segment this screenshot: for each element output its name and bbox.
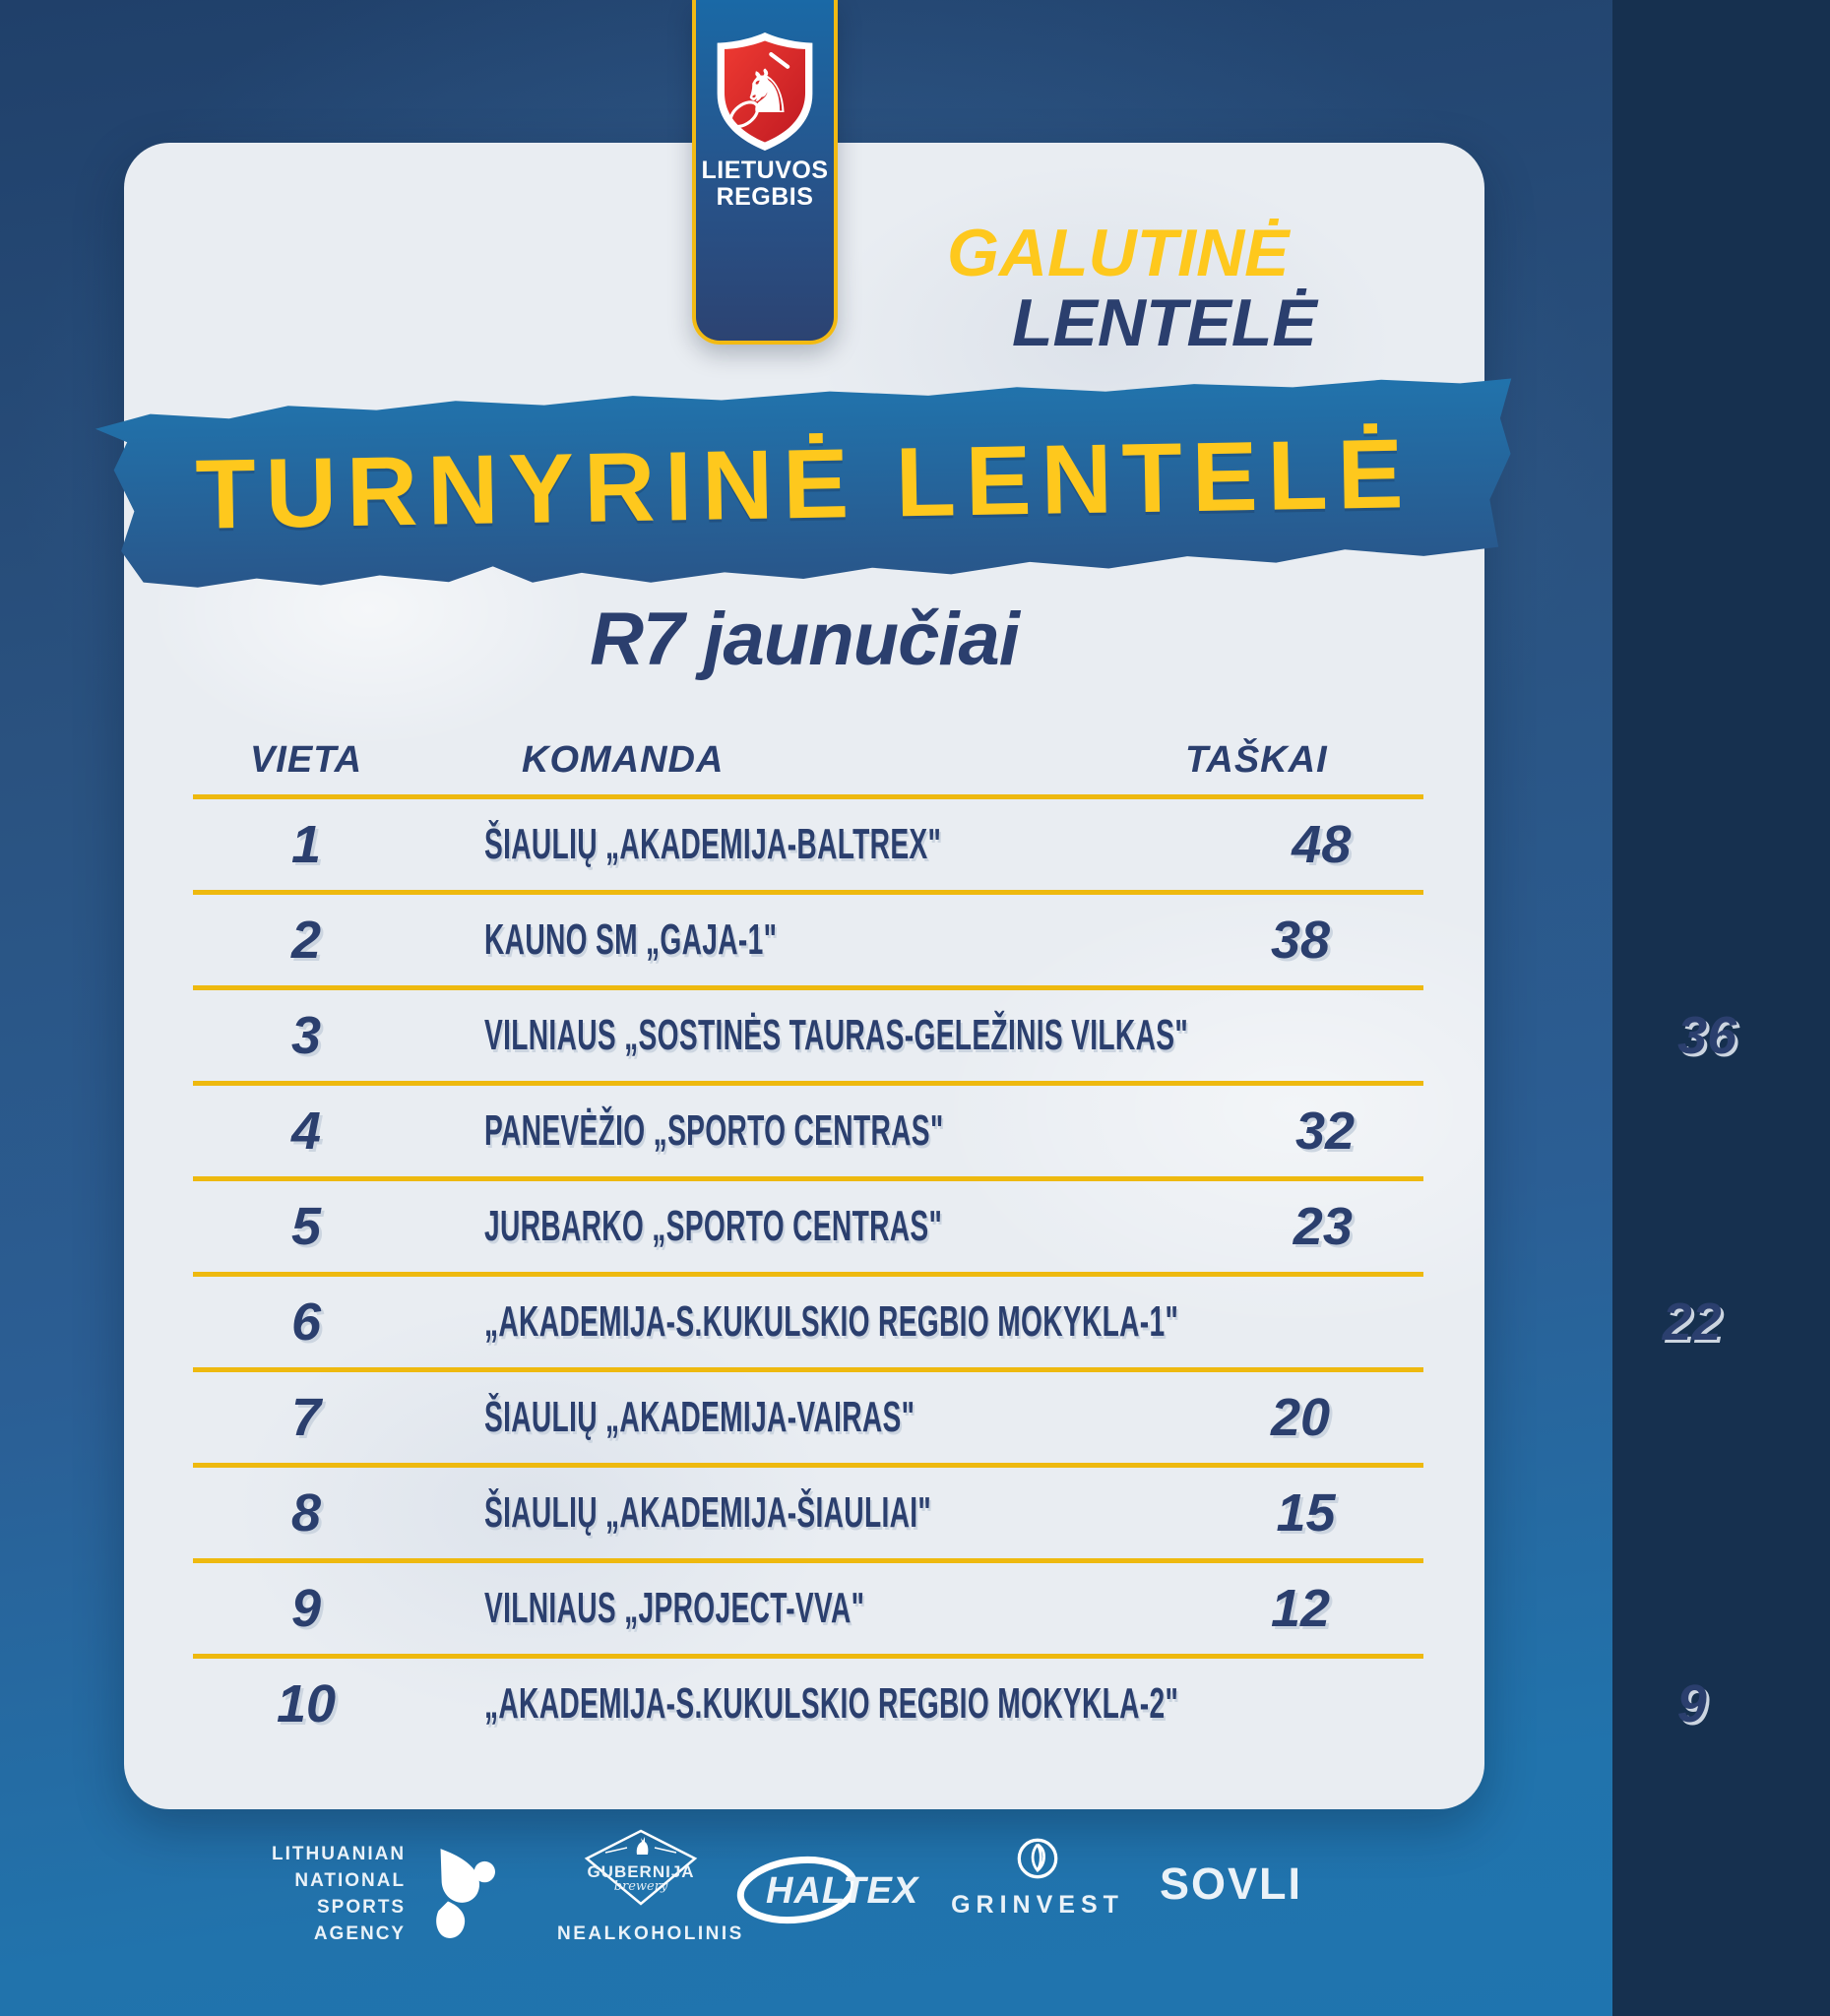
sponsor-footer <box>0 1811 1612 2016</box>
place-cell: 6 <box>290 1292 322 1352</box>
table-row <box>193 794 1423 890</box>
lnsa-line1: LITHUANIAN <box>272 1844 407 1864</box>
place-cell: 1 <box>290 815 322 874</box>
federation-name <box>701 158 828 211</box>
sponsor-lnsa <box>272 1841 496 1947</box>
team-cell <box>419 1393 1177 1442</box>
team-name: „AKADEMIJA-S.KUKULSKIO REGBIO MOKYKLA-2" <box>484 1679 1179 1728</box>
place-cell: 9 <box>290 1579 322 1638</box>
team-cell <box>419 1011 1584 1060</box>
lietuvos-regbis-logo <box>713 32 817 152</box>
tournament-banner <box>81 370 1527 598</box>
team-name: ŠIAULIŲ „AKADEMIJA-ŠIAULIAI" <box>484 1488 932 1537</box>
federation-name-line2: REGBIS <box>716 183 814 211</box>
banner-title: TURNYRINĖ LENTELĖ <box>194 417 1415 550</box>
final-table-title <box>947 216 1410 360</box>
team-name: PANEVĖŽIO „SPORTO CENTRAS" <box>484 1106 944 1155</box>
team-cell <box>419 915 1177 965</box>
standings-table <box>193 725 1737 1749</box>
place-cell: 4 <box>290 1102 322 1161</box>
team-name: VILNIAUS „SOSTINĖS TAURAS-GELEŽINIS VILKAS" <box>484 1011 1188 1059</box>
header-ribbon <box>692 0 838 345</box>
column-header-team: KOMANDA <box>522 738 725 781</box>
table-row <box>193 985 1737 1081</box>
column-header-place: VIETA <box>249 738 363 781</box>
lnsa-wordmark <box>272 1841 406 1947</box>
table-row <box>193 1367 1423 1463</box>
team-cell <box>419 1106 1202 1156</box>
points-cell: 48 <box>1292 815 1352 874</box>
table-row <box>193 1176 1423 1272</box>
gubernija-badge <box>584 1829 698 1906</box>
column-header-points: TAŠKAI <box>1185 738 1328 781</box>
sponsor-haltex <box>740 1855 927 1925</box>
points-cell: 9 <box>1676 1674 1707 1733</box>
knight-icon: ♞ <box>739 58 794 126</box>
points-cell: 36 <box>1677 1006 1737 1065</box>
lnsa-line3: SPORTS <box>316 1897 407 1918</box>
table-header <box>193 725 1423 794</box>
points-cell: 22 <box>1662 1292 1722 1352</box>
points-cell: 12 <box>1270 1579 1331 1638</box>
sovli-wordmark: SOVLI <box>1160 1858 1303 1909</box>
table-row <box>193 890 1423 985</box>
place-cell: 2 <box>290 911 322 970</box>
place-cell: 5 <box>290 1197 322 1256</box>
team-name: „AKADEMIJA-S.KUKULSKIO REGBIO MOKYKLA-1" <box>484 1297 1179 1346</box>
lnsa-line2: NATIONAL <box>294 1870 407 1891</box>
sponsor-sovli <box>1160 1858 1302 1910</box>
place-cell: 10 <box>276 1674 337 1733</box>
team-name: KAUNO SM „GAJA-1" <box>484 915 778 964</box>
table-row <box>193 1558 1423 1654</box>
sponsor-grinvest <box>951 1837 1124 1920</box>
federation-name-line1: LIETUVOS <box>701 157 829 184</box>
title-line1: GALUTINĖ <box>947 216 1290 290</box>
team-name: ŠIAULIŲ „AKADEMIJA-VAIRAS" <box>484 1393 915 1441</box>
table-row <box>193 1463 1423 1558</box>
team-cell <box>419 1297 1569 1347</box>
table-row <box>193 1081 1423 1176</box>
team-cell <box>419 1584 1177 1633</box>
team-name: ŠIAULIŲ „AKADEMIJA-BALTREX" <box>484 820 942 868</box>
lnsa-line4: AGENCY <box>313 1923 407 1944</box>
points-cell: 38 <box>1270 911 1331 970</box>
grinvest-wordmark: GRINVEST <box>951 1891 1124 1919</box>
title-line2: LENTELĖ <box>1012 285 1317 360</box>
sponsor-gubernija <box>557 1829 744 1945</box>
team-cell <box>419 1202 1200 1251</box>
gubernija-script: brewery <box>613 1879 668 1894</box>
team-name: VILNIAUS „JPROJECT-VVA" <box>484 1584 865 1632</box>
gubernija-wordmark: GUBERNIJA <box>587 1862 695 1881</box>
points-cell: 32 <box>1294 1102 1356 1161</box>
gubernija-tagline: NEALKOHOLINIS <box>557 1923 744 1944</box>
place-cell: 3 <box>290 1006 322 1065</box>
division-subtitle: R7 jaunučiai <box>590 598 1019 681</box>
haltex-wordmark: HALTEX <box>766 1870 919 1912</box>
team-name: JURBARKO „SPORTO CENTRAS" <box>484 1202 943 1250</box>
place-cell: 8 <box>290 1483 322 1543</box>
points-cell: 23 <box>1293 1197 1353 1256</box>
points-cell: 15 <box>1276 1483 1336 1543</box>
grinvest-leaf-icon <box>1016 1837 1059 1880</box>
table-row <box>193 1654 1707 1749</box>
points-cell: 20 <box>1270 1388 1331 1447</box>
table-row <box>193 1272 1722 1367</box>
lnsa-logo-icon <box>431 1847 496 1941</box>
place-cell: 7 <box>290 1388 322 1447</box>
team-cell <box>419 820 1198 869</box>
team-cell <box>419 1488 1183 1538</box>
deer-icon <box>637 1837 649 1855</box>
team-cell <box>419 1679 1569 1729</box>
